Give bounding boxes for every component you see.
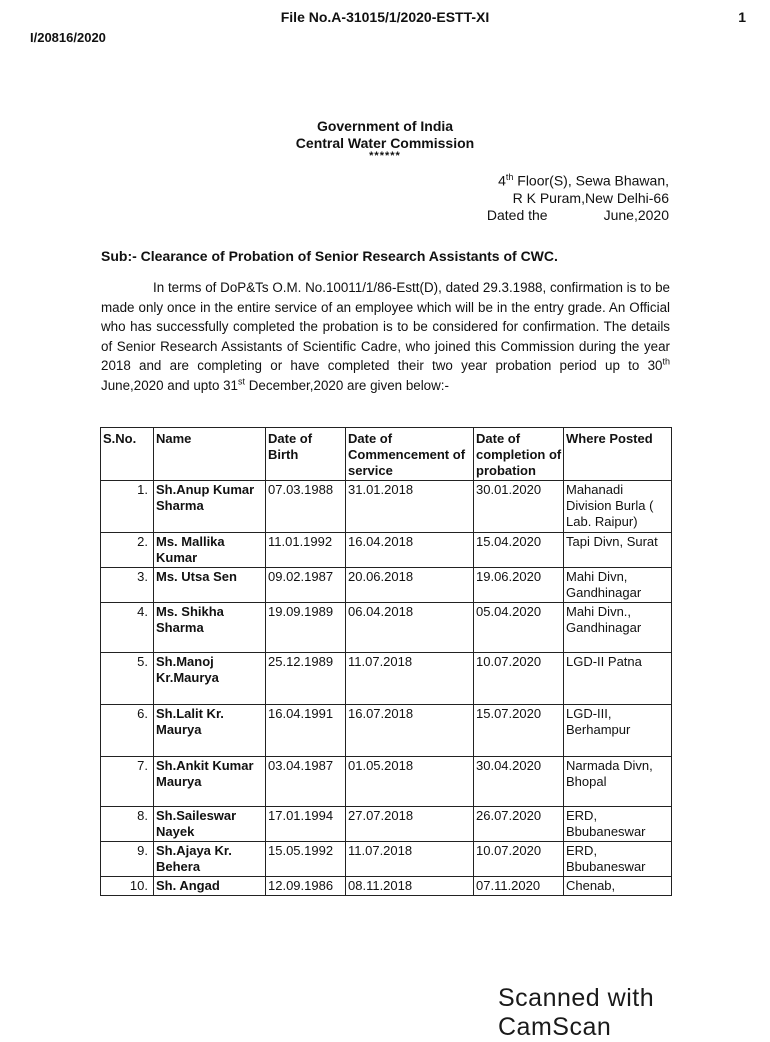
- cell-commencement: 27.07.2018: [346, 807, 474, 842]
- cell-name: Sh.Lalit Kr. Maurya: [154, 705, 266, 757]
- address-line2: R K Puram,New Delhi-66: [512, 189, 669, 206]
- col-header-posted: Where Posted: [564, 428, 672, 481]
- dated-line: Dated the June,2020: [486, 206, 669, 223]
- cell-commencement: 16.04.2018: [346, 533, 474, 568]
- address-block: [487, 169, 669, 224]
- cell-dob: 25.12.1989: [266, 653, 346, 705]
- cell-completion: 15.07.2020: [474, 705, 564, 757]
- cell-dob: 15.05.1992: [266, 842, 346, 877]
- cell-completion: 10.07.2020: [474, 842, 564, 877]
- scanner-watermark: Scanned with CamScan: [498, 984, 655, 1041]
- cell-name: Sh.Anup Kumar Sharma: [154, 481, 266, 533]
- cell-completion: 19.06.2020: [474, 568, 564, 603]
- col-header-name: Name: [154, 428, 266, 481]
- cell-name: Sh.Saileswar Nayek: [154, 807, 266, 842]
- cell-posted: ERD, Bbubaneswar: [564, 842, 672, 877]
- col-header-dob: Date of Birth: [266, 428, 346, 481]
- cell-completion: 07.11.2020: [474, 877, 564, 896]
- cell-sno: 2.: [101, 533, 154, 568]
- table-row: [101, 653, 672, 705]
- cell-dob: 07.03.1988: [266, 481, 346, 533]
- cell-name: Sh.Manoj Kr.Maurya: [154, 653, 266, 705]
- cell-posted: Mahi Divn., Gandhinagar: [564, 603, 672, 653]
- letterhead: [0, 118, 770, 160]
- cell-posted: Narmada Divn, Bhopal: [564, 757, 672, 807]
- cell-completion: 26.07.2020: [474, 807, 564, 842]
- table-row: [101, 807, 672, 842]
- col-header-completion: Date of completion of probation: [474, 428, 564, 481]
- cell-dob: 17.01.1994: [266, 807, 346, 842]
- cell-posted: Mahanadi Division Burla ( Lab. Raipur): [564, 481, 672, 533]
- table-row: [101, 705, 672, 757]
- cell-name: Ms. Mallika Kumar: [154, 533, 266, 568]
- cell-dob: 09.02.1987: [266, 568, 346, 603]
- reference-number: I/20816/2020: [30, 30, 106, 45]
- probation-table: [100, 427, 672, 896]
- cell-completion: 30.01.2020: [474, 481, 564, 533]
- cell-sno: 4.: [101, 603, 154, 653]
- subject-line: Sub:- Clearance of Probation of Senior Research Assistants of CWC.: [101, 248, 558, 264]
- cell-name: Sh.Ajaya Kr. Behera: [154, 842, 266, 877]
- cell-posted: LGD-II Patna: [564, 653, 672, 705]
- cell-name: Ms. Utsa Sen: [154, 568, 266, 603]
- cell-commencement: 11.07.2018: [346, 653, 474, 705]
- cell-sno: 3.: [101, 568, 154, 603]
- cell-posted: LGD-III, Berhampur: [564, 705, 672, 757]
- table-row: [101, 568, 672, 603]
- cell-completion: 30.04.2020: [474, 757, 564, 807]
- col-header-commencement: Date of Commencement of service: [346, 428, 474, 481]
- cell-commencement: 11.07.2018: [346, 842, 474, 877]
- cell-sno: 5.: [101, 653, 154, 705]
- table-row: [101, 757, 672, 807]
- col-header-sno: S.No.: [101, 428, 154, 481]
- cell-commencement: 06.04.2018: [346, 603, 474, 653]
- org-government: Government of India: [316, 118, 454, 134]
- body-paragraph: In terms of DoP&Ts O.M. No.10011/1/86-Estt(D), dated 29.3.1988, confirmation is to be made only once in the entire service of an employee which will be in the entry grade. An Official who has successfully completed the probation is to be considered for confirmation. The details of Senior Research Assistants of Scientific Cadre, who joined this Commission during the year 2018 and are completing or have completed their two year probation period up to 30th June,2020 and upto 31st December,2020 are given below:-: [101, 280, 670, 393]
- table-row: [101, 842, 672, 877]
- cell-completion: 10.07.2020: [474, 653, 564, 705]
- cell-name: Sh. Angad: [154, 877, 266, 896]
- cell-commencement: 08.11.2018: [346, 877, 474, 896]
- cell-dob: 11.01.1992: [266, 533, 346, 568]
- table-row: [101, 877, 672, 896]
- cell-sno: 10.: [101, 877, 154, 896]
- cell-dob: 16.04.1991: [266, 705, 346, 757]
- cell-name: Ms. Shikha Sharma: [154, 603, 266, 653]
- cell-dob: 12.09.1986: [266, 877, 346, 896]
- cell-dob: 19.09.1989: [266, 603, 346, 653]
- cell-posted: ERD, Bbubaneswar: [564, 807, 672, 842]
- table-row: [101, 533, 672, 568]
- cell-sno: 6.: [101, 705, 154, 757]
- page-number: 1: [738, 9, 746, 25]
- cell-commencement: 20.06.2018: [346, 568, 474, 603]
- file-number: File No.A-31015/1/2020-ESTT-XI: [280, 9, 490, 25]
- table-row: [101, 481, 672, 533]
- cell-commencement: 01.05.2018: [346, 757, 474, 807]
- table-header-row: [101, 428, 672, 481]
- cell-name: Sh.Ankit Kumar Maurya: [154, 757, 266, 807]
- cell-sno: 8.: [101, 807, 154, 842]
- cell-posted: Mahi Divn, Gandhinagar: [564, 568, 672, 603]
- org-commission: Central Water Commission: [295, 135, 475, 151]
- table-row: [101, 603, 672, 653]
- cell-sno: 7.: [101, 757, 154, 807]
- cell-commencement: 31.01.2018: [346, 481, 474, 533]
- cell-commencement: 16.07.2018: [346, 705, 474, 757]
- cell-completion: 05.04.2020: [474, 603, 564, 653]
- cell-completion: 15.04.2020: [474, 533, 564, 568]
- address-floor: 4th Floor(S), Sewa Bhawan,: [498, 172, 669, 189]
- cell-sno: 9.: [101, 842, 154, 877]
- cell-posted: Tapi Divn, Surat: [564, 533, 672, 568]
- org-stars: ******: [369, 150, 401, 162]
- cell-posted: Chenab,: [564, 877, 672, 896]
- cell-sno: 1.: [101, 481, 154, 533]
- cell-dob: 03.04.1987: [266, 757, 346, 807]
